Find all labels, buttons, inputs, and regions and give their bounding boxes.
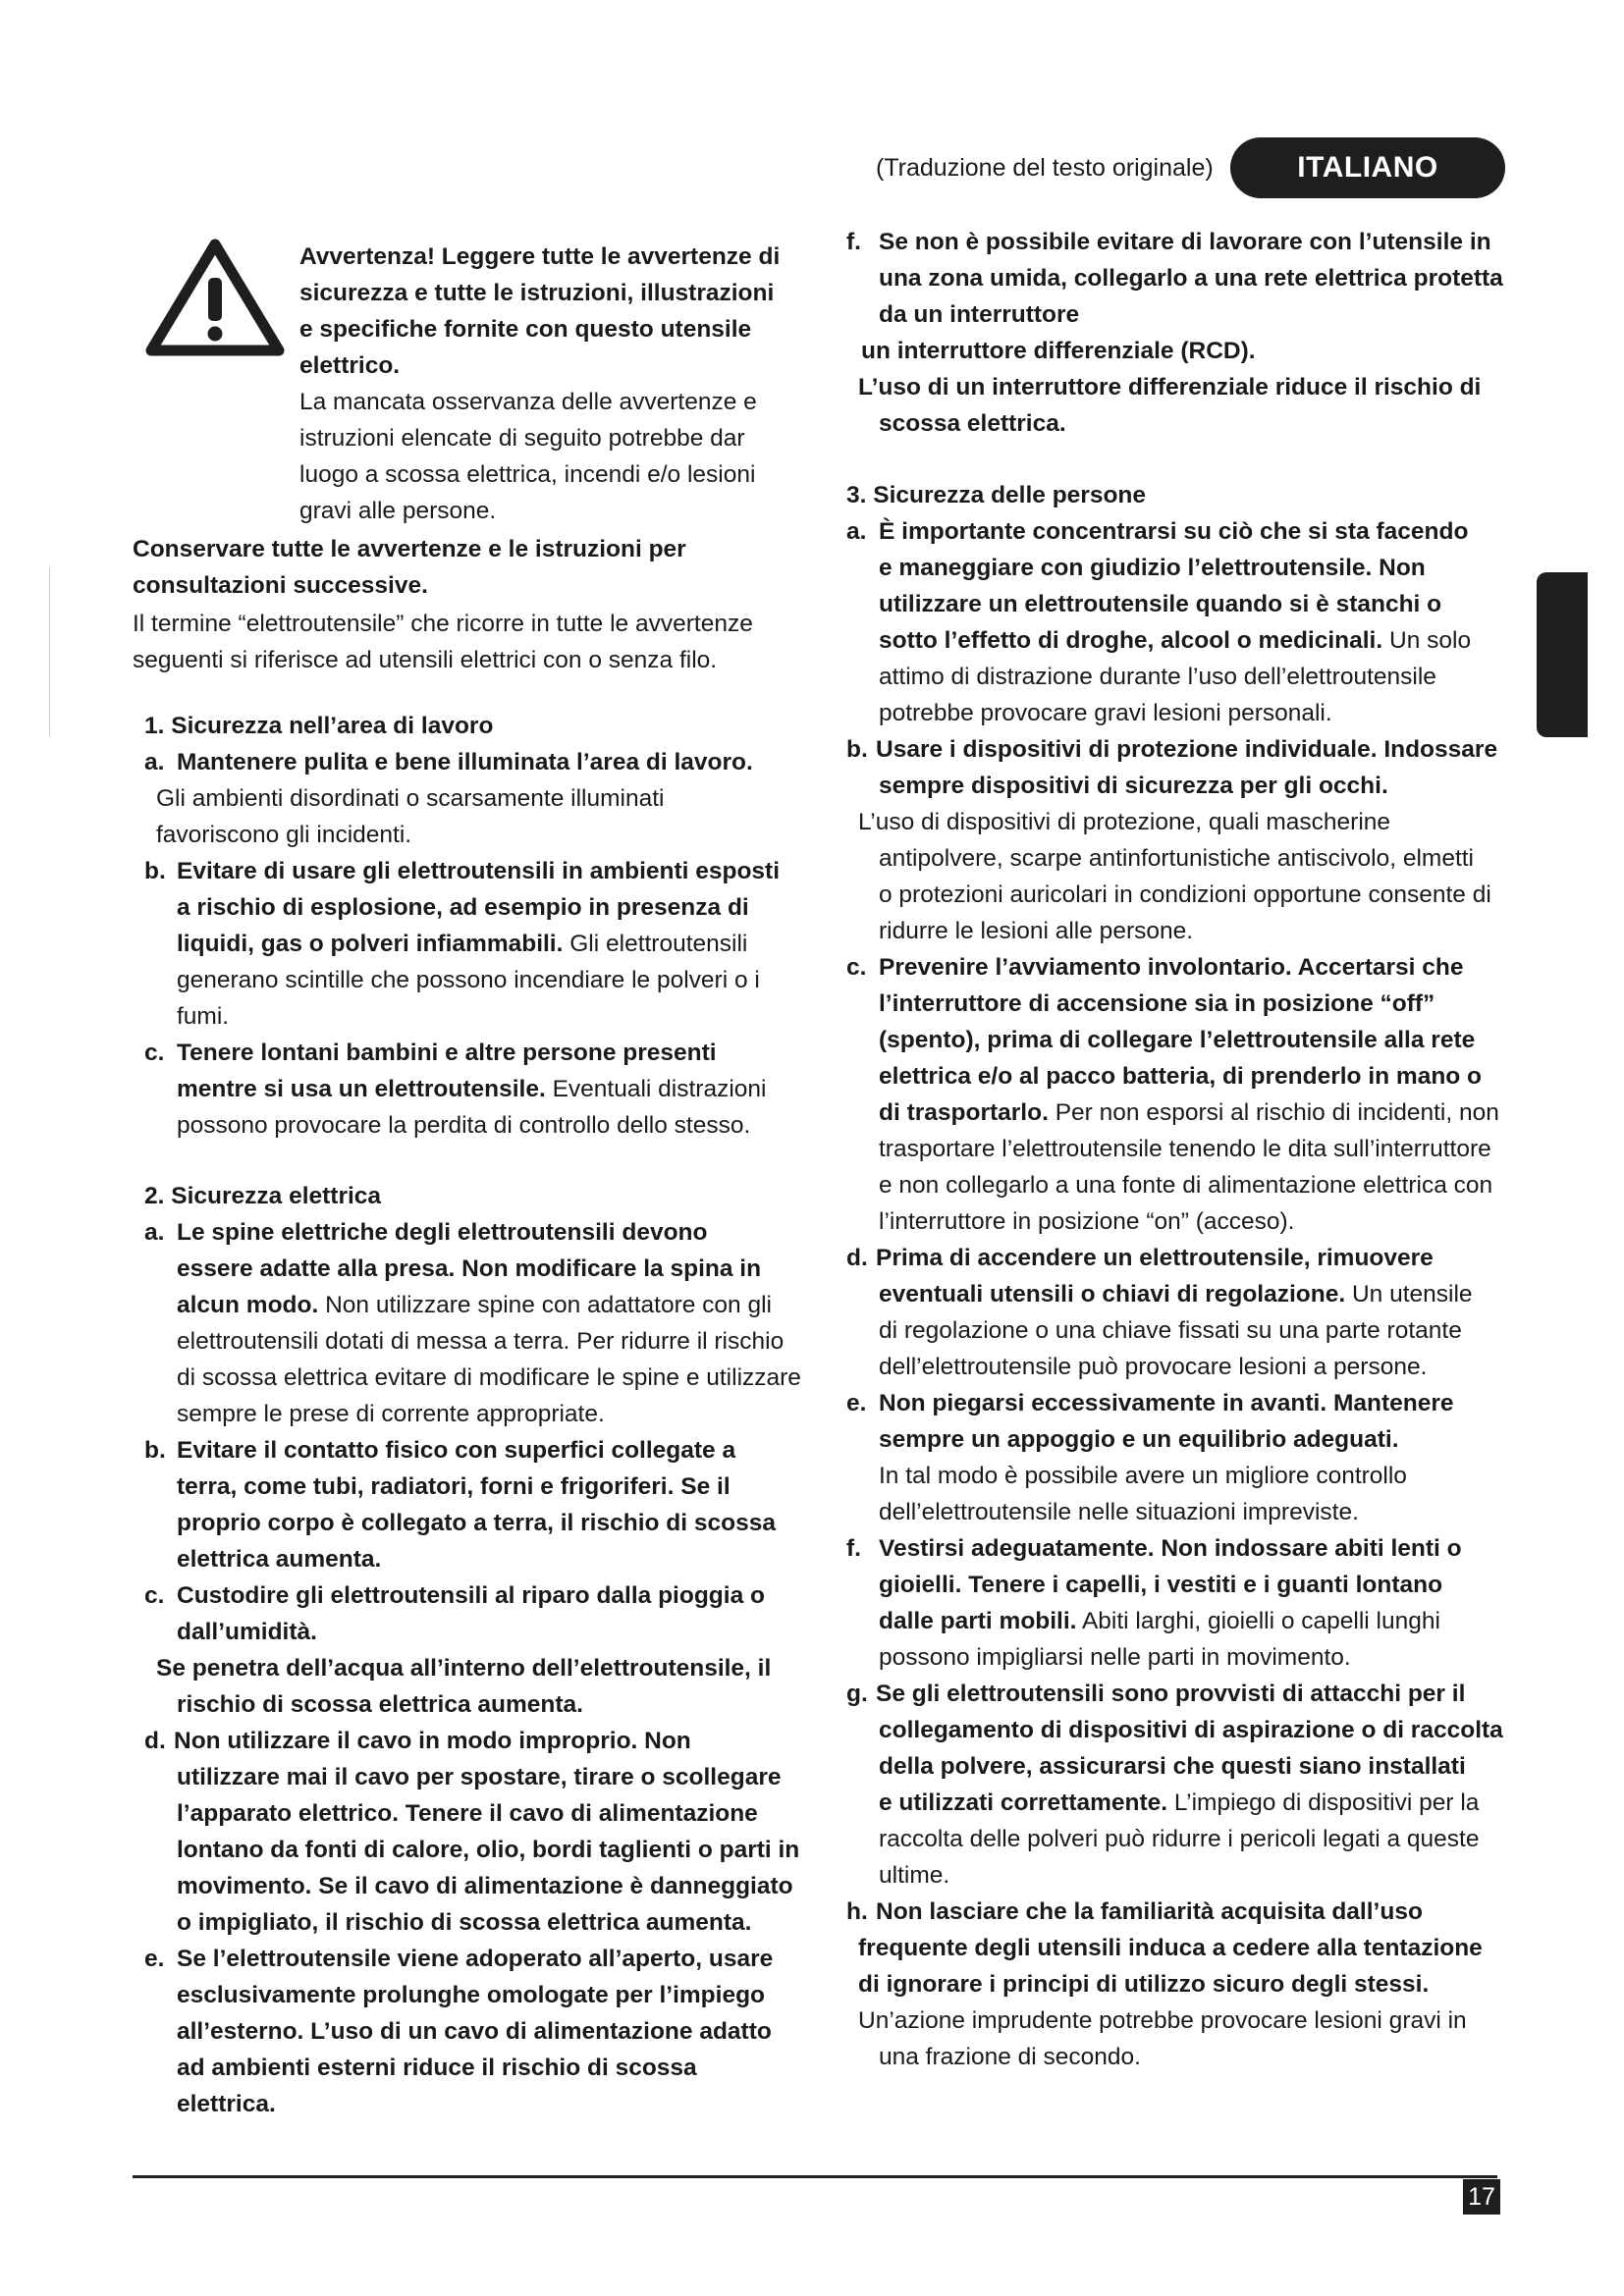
item-label: d. [846, 1245, 868, 1271]
term-line: seguenti si riferisce ad utensili elettrici con o senza filo. [133, 647, 718, 673]
s3-item-c [846, 949, 1514, 1240]
item-line: di trasportarlo. Per non esporsi al rischio di incidenti, non [879, 1099, 1499, 1126]
s2-item-a [144, 1214, 832, 1432]
item-line: Un’azione imprudente potrebbe provocare lesioni gravi in [858, 2007, 1467, 2034]
item-line: di ignorare i principi di utilizzo sicuro degli stessi. [858, 1971, 1430, 1998]
item-line: a rischio di esplosione, ad esempio in presenza di [177, 894, 749, 921]
item-line: Prevenire l’avviamento involontario. Accertarsi che [879, 954, 1464, 981]
item-label: e. [144, 1946, 165, 1972]
item-line: e non collegarlo a una fonte di alimentazione elettrica con [879, 1172, 1493, 1199]
warning-line: Avvertenza! Leggere tutte le avvertenze di [299, 243, 781, 270]
item-line: Non lasciare che la familiarità acquisita dall’uso [876, 1898, 1423, 1925]
item-line: Usare i dispositivi di protezione individuale. Indossare [876, 736, 1498, 763]
warning-line: e specifiche fornite con questo utensile [299, 316, 752, 343]
item-line: elettrica. [177, 2091, 276, 2117]
item-label: c. [144, 1040, 165, 1066]
item-line: o protezioni auricolari in condizioni opportune consente di [879, 881, 1491, 908]
item-line: Mantenere pulita e bene illuminata l’area di lavoro. [177, 749, 753, 775]
section-heading: 3. Sicurezza delle persone [846, 482, 1147, 508]
item-label: c. [144, 1582, 165, 1609]
item-line: attimo di distrazione durante l’uso dell’elettroutensile [879, 664, 1436, 690]
section-electrical-safety [144, 1178, 832, 2117]
item-line: Se penetra dell’acqua all’interno dell’elettroutensile, il [156, 1655, 772, 1682]
s3-item-f [846, 1530, 1514, 1676]
item-line: un interruttore differenziale (RCD). [861, 338, 1256, 364]
item-label: e. [846, 1390, 867, 1416]
item-line: È importante concentrarsi su ciò che si sta facendo [879, 518, 1469, 545]
item-line: Custodire gli elettroutensili al riparo dalla pioggia o [177, 1582, 765, 1609]
item-line: liquidi, gas o polveri infiammabili. Gli elettroutensili [177, 931, 748, 957]
s3-item-b [846, 731, 1514, 949]
item-label: b. [144, 858, 166, 884]
s1-item-a [144, 744, 822, 853]
item-line: Prima di accendere un elettroutensile, rimuovere [876, 1245, 1434, 1271]
item-line: dell’elettroutensile nelle situazioni impreviste. [879, 1499, 1359, 1525]
warning-line: luogo a scossa elettrica, incendi e/o lesioni [299, 461, 756, 488]
item-line: gioielli. Tenere i capelli, i vestiti e i guanti lontano [879, 1572, 1443, 1598]
item-line: proprio corpo è collegato a terra, il rischio di scossa [177, 1510, 776, 1536]
item-line: l’apparato elettrico. Tenere il cavo di alimentazione [177, 1800, 758, 1827]
s1-item-b [144, 853, 822, 1035]
item-line: Se non è possibile evitare di lavorare con l’utensile in [879, 229, 1491, 255]
item-line: antipolvere, scarpe antinfortunistiche antiscivolo, elmetti [879, 845, 1475, 872]
item-line: all’esterno. L’uso di un cavo di alimentazione adatto [177, 2018, 772, 2045]
item-line: e utilizzati correttamente. L’impiego di dispositivi per la [879, 1789, 1480, 1816]
item-line: dalle parti mobili. Abiti larghi, gioielli o capelli lunghi [879, 1608, 1440, 1634]
item-line: L’uso di un interruttore differenziale riduce il rischio di [858, 374, 1482, 400]
item-line: una zona umida, collegarlo a una rete elettrica protetta [879, 265, 1503, 292]
item-line: di regolazione o una chiave fissati su una parte rotante [879, 1317, 1462, 1344]
item-line: alcun modo. Non utilizzare spine con adattatore con gli [177, 1292, 772, 1318]
s3-item-a [846, 513, 1514, 731]
item-line: frequente degli utensili induca a cedere alla tentazione [858, 1935, 1483, 1961]
item-line: raccolta delle polveri può ridurre i pericoli legati a queste [879, 1826, 1480, 1852]
item-line: generano scintille che possono incendiare le polveri o i [177, 967, 760, 993]
section-heading: 1. Sicurezza nell’area di lavoro [144, 713, 494, 739]
item-line: ultime. [879, 1862, 950, 1889]
s2-item-e [144, 1941, 832, 2122]
s3-item-d [846, 1240, 1514, 1385]
item-line: elettroutensili dotati di messa a terra. Per ridurre il rischio [177, 1328, 785, 1355]
item-line: In tal modo è possibile avere un migliore controllo [879, 1463, 1407, 1489]
item-line: terra, come tubi, radiatori, forni e frigoriferi. Se il [177, 1473, 731, 1500]
keep-line: Conservare tutte le avvertenze e le istruzioni per [133, 536, 686, 562]
item-line: sempre dispositivi di sicurezza per gli occhi. [879, 773, 1388, 799]
item-line: Non piegarsi eccessivamente in avanti. Mantenere [879, 1390, 1454, 1416]
item-line: fumi. [177, 1003, 230, 1030]
item-line: Tenere lontani bambini e altre persone presenti [177, 1040, 717, 1066]
item-line: o impigliato, il rischio di scossa elettrica aumenta. [177, 1909, 752, 1936]
item-line: dall’umidità. [177, 1619, 317, 1645]
item-label: h. [846, 1898, 868, 1925]
item-label: b. [144, 1437, 166, 1464]
item-line: possono impigliarsi nelle parti in movimento. [879, 1644, 1351, 1671]
item-line: mentre si usa un elettroutensile. Eventuali distrazioni [177, 1076, 767, 1102]
item-line: ad ambienti esterni riduce il rischio di scossa [177, 2055, 697, 2081]
item-label: c. [846, 954, 867, 981]
s2-item-f [846, 224, 1514, 442]
item-line: sempre le prese di corrente appropriate. [177, 1401, 605, 1427]
item-line: Se l’elettroutensile viene adoperato all’aperto, usare [177, 1946, 774, 1972]
item-line: da un interruttore [879, 301, 1080, 328]
s3-item-e [846, 1385, 1514, 1530]
item-line: elettrica aumenta. [177, 1546, 382, 1573]
footer-rule [133, 2175, 1497, 2178]
term-definition [133, 606, 820, 678]
item-line: Evitare di usare gli elettroutensili in ambienti esposti [177, 858, 781, 884]
item-label: f. [846, 229, 861, 255]
s3-item-h [846, 1894, 1514, 2075]
item-line: lontano da fonti di calore, olio, bordi taglienti o parti in [177, 1837, 800, 1863]
item-line: e maneggiare con giudizio l’elettroutensile. Non [879, 555, 1426, 581]
item-line: utilizzare mai il cavo per spostare, tirare o scollegare [177, 1764, 782, 1790]
item-line: elettrica e/o al pacco batteria, di prenderlo in mano o [879, 1063, 1483, 1090]
item-line: potrebbe provocare gravi lesioni personali. [879, 700, 1332, 726]
item-line: Vestirsi adeguatamente. Non indossare abiti lenti o [879, 1535, 1462, 1562]
item-line: l’interruttore di accensione sia in posizione “off” [879, 990, 1435, 1017]
s2-item-b [144, 1432, 832, 1577]
item-line: sempre un appoggio e un equilibrio adeguati. [879, 1426, 1399, 1453]
item-line: rischio di scossa elettrica aumenta. [177, 1691, 583, 1718]
item-line: sotto l’effetto di droghe, alcool o medicinali. Un solo [879, 627, 1472, 654]
item-line: Non utilizzare il cavo in modo improprio. Non [174, 1728, 691, 1754]
item-line: collegamento di dispositivi di aspirazione o di raccolta [879, 1717, 1503, 1743]
warning-line: elettrico. [299, 352, 401, 379]
keep-line: consultazioni successive. [133, 572, 428, 599]
page-number: 17 [1463, 2179, 1500, 2215]
s3-item-g [846, 1676, 1514, 1894]
item-line: L’uso di dispositivi di protezione, quali mascherine [858, 809, 1391, 835]
item-line: esclusivamente prolunghe omologate per l’impiego [177, 1982, 766, 2008]
item-line: Gli ambienti disordinati o scarsamente illuminati [156, 785, 665, 812]
section-heading: 2. Sicurezza elettrica [144, 1183, 382, 1209]
keep-instructions [133, 531, 820, 604]
item-line: scossa elettrica. [879, 410, 1066, 437]
item-line: Se gli elettroutensili sono provvisti di attacchi per il [876, 1681, 1466, 1707]
warning-line: gravi alle persone. [299, 498, 497, 524]
margin-divider [49, 567, 50, 736]
item-label: b. [846, 736, 868, 763]
warning-text [299, 239, 830, 529]
warning-line: sicurezza e tutte le istruzioni, illustrazioni [299, 280, 775, 306]
item-line: della polvere, assicurarsi che questi siano installati [879, 1753, 1466, 1780]
item-line: eventuali utensili o chiavi di regolazione. Un utensile [879, 1281, 1473, 1308]
item-label: a. [846, 518, 867, 545]
section-work-area [144, 708, 822, 1139]
item-line: di scossa elettrica evitare di modificare le spine e utilizzare [177, 1364, 801, 1391]
section-personal-safety [846, 477, 1514, 2070]
item-line: essere adatte alla presa. Non modificare la spina in [177, 1255, 762, 1282]
item-line: dell’elettroutensile può provocare lesioni a persone. [879, 1354, 1428, 1380]
language-badge: ITALIANO [1230, 137, 1505, 198]
item-label: g. [846, 1681, 868, 1707]
item-line: movimento. Se il cavo di alimentazione è danneggiato [177, 1873, 793, 1899]
term-line: Il termine “elettroutensile” che ricorre in tutte le avvertenze [133, 611, 753, 637]
item-label: d. [144, 1728, 166, 1754]
item-line: trasportare l’elettroutensile tenendo le dita sull’interruttore [879, 1136, 1491, 1162]
s2-item-d [144, 1723, 832, 1941]
item-line: utilizzare un elettroutensile quando si è stanchi o [879, 591, 1442, 617]
item-line: una frazione di secondo. [879, 2044, 1141, 2070]
s2-item-c [144, 1577, 832, 1723]
item-line: favoriscono gli incidenti. [156, 822, 412, 848]
item-line: l’interruttore in posizione “on” (acceso). [879, 1208, 1295, 1235]
item-label: f. [846, 1535, 861, 1562]
item-line: possono provocare la perdita di controllo dello stesso. [177, 1112, 751, 1139]
warning-line: istruzioni elencate di seguito potrebbe dar [299, 425, 745, 452]
item-label: a. [144, 1219, 165, 1246]
item-line: Le spine elettriche degli elettroutensili devono [177, 1219, 708, 1246]
warning-line: La mancata osservanza delle avvertenze e [299, 389, 757, 415]
item-label: a. [144, 749, 165, 775]
s1-item-c [144, 1035, 822, 1144]
item-line: (spento), prima di collegare l’elettroutensile alla rete [879, 1027, 1476, 1053]
language-tab-marker [1537, 572, 1588, 737]
item-line: Evitare il contatto fisico con superfici collegate a [177, 1437, 736, 1464]
item-line: ridurre le lesioni alle persone. [879, 918, 1194, 944]
warning-triangle-icon [145, 239, 285, 356]
translation-note: (Traduzione del testo originale) [876, 154, 1214, 182]
